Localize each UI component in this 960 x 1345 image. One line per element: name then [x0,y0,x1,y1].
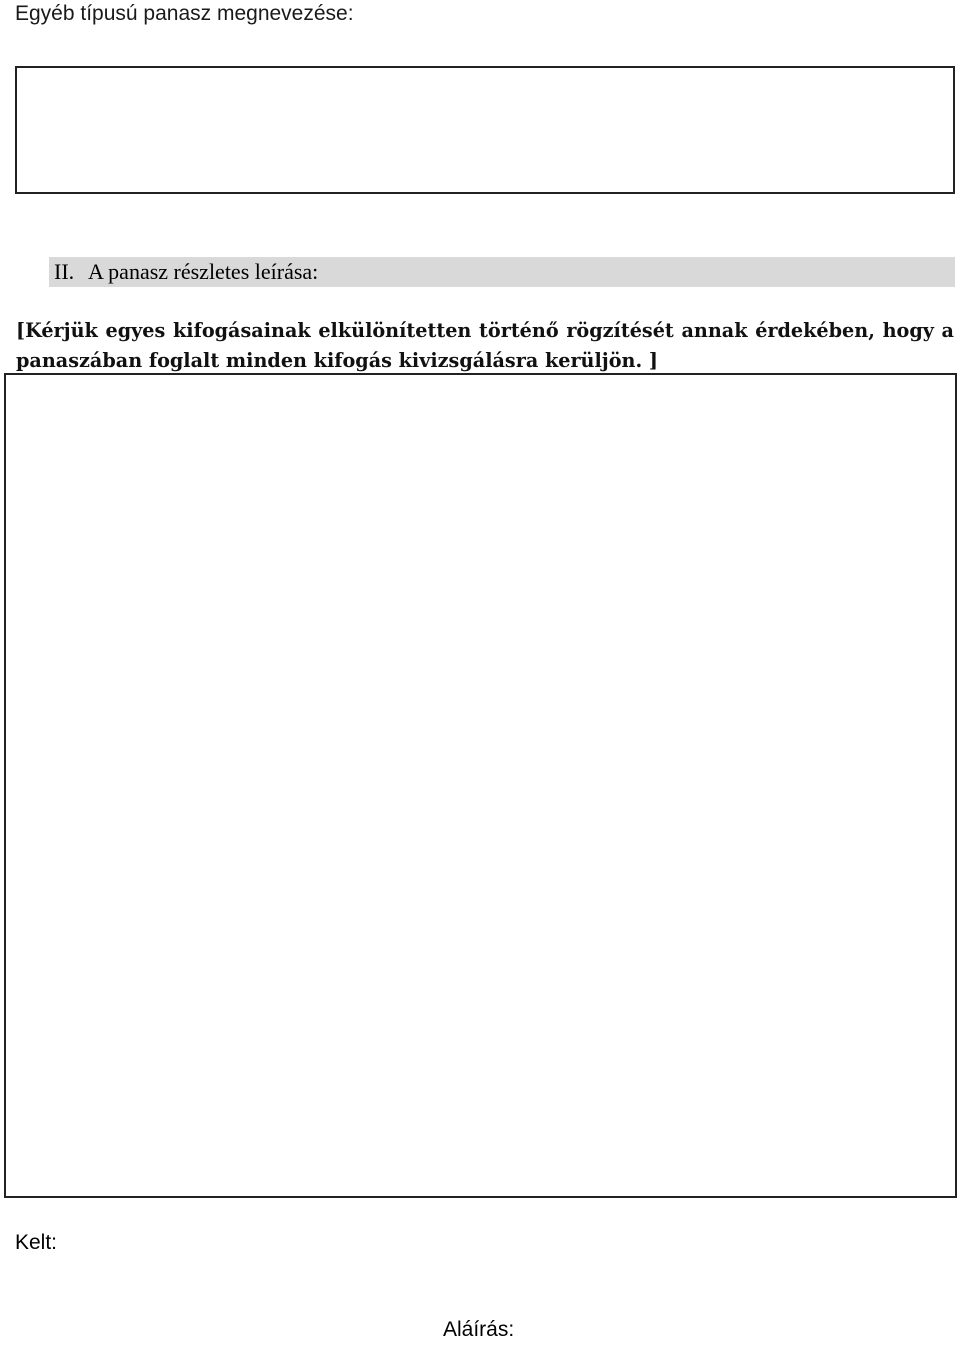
date-label: Kelt: [15,1231,58,1254]
other-complaint-label: Egyéb típusú panasz megnevezése: [15,2,354,25]
complaint-description-field[interactable] [4,373,957,1198]
section-heading [54,257,318,287]
signature-label: Aláírás: [443,1318,515,1341]
section-instructions: [Kérjük egyes kifogásainak elkülönítetten történő rögzítését annak érdekében, hogy a panaszában foglalt minden kifogás kivizsgálásra kerüljön. ] [16,319,954,372]
section-number: II. [54,259,75,284]
other-complaint-field[interactable] [15,66,955,194]
section-title: A panasz részletes leírása: [88,259,319,284]
